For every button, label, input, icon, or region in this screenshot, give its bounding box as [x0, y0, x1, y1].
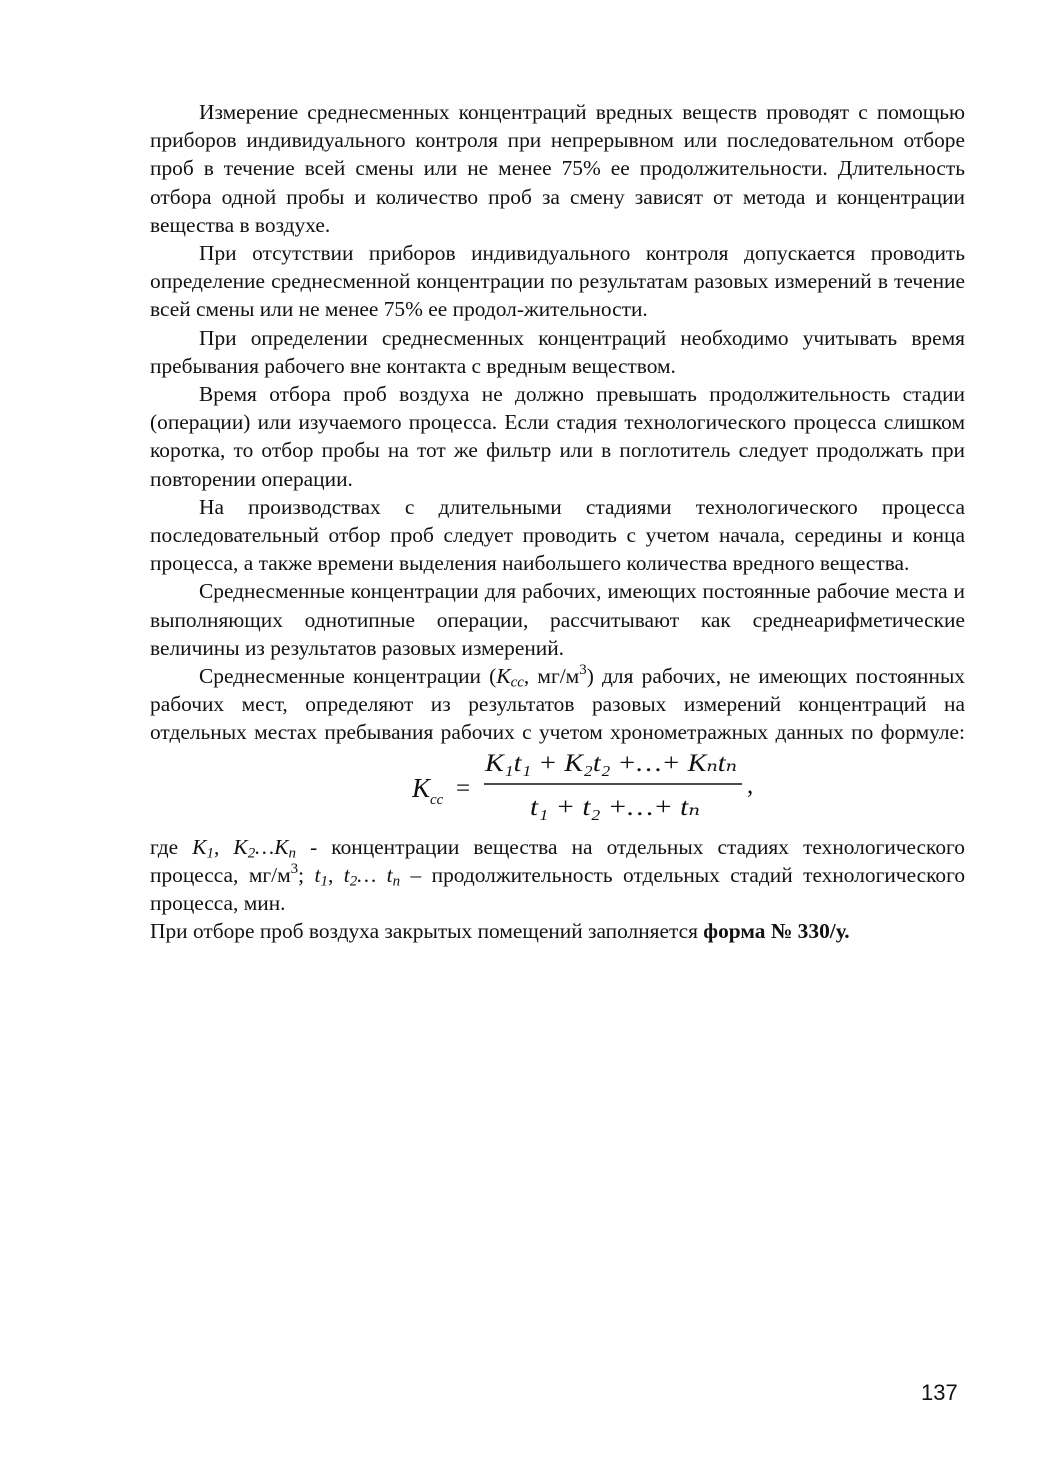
formula — [150, 747, 965, 833]
formula-denominator: t₁ + t₂ +…+ tₙ — [530, 793, 700, 821]
symbol-k2: K — [233, 834, 248, 859]
symbol-k1: K — [192, 834, 207, 859]
text-fragment: ) для рабочих, не имеющих постоянных рабочих мест, определяют из результатов разовых измерений концентраций на отдельных местах пребывания рабочих с учетом хронометражных данных по формуле: — [150, 664, 966, 745]
paragraph-permanent-workplaces: Среднесменные концентрации для рабочих, имеющих постоянные рабочие места и выполняющих однотипные операции, рассчитывают как среднеарифметические величины из результатов разовых измерений. — [150, 579, 965, 660]
paragraph-non-permanent-workplaces — [150, 662, 965, 747]
text-fragment: Среднесменные концентрации ( — [199, 664, 497, 689]
formula-graphic — [412, 747, 772, 833]
form-number: форма № 330/у. — [703, 919, 850, 944]
cube-exponent: 3 — [579, 662, 587, 679]
symbol-k2-subscript: 2 — [247, 845, 256, 862]
symbol-t2: t — [343, 862, 350, 887]
formula-lhs-symbol: K — [412, 772, 431, 803]
formula-equals-sign: = — [456, 774, 471, 802]
paragraph-where-clause — [150, 833, 965, 918]
symbol-kn: K — [274, 834, 289, 859]
text-fragment: где — [150, 834, 193, 859]
text-fragment: , — [327, 862, 344, 887]
text-fragment: - концентрации вещества на отдельных стадиях технологического процесса, мг/м — [150, 834, 965, 887]
paragraph-no-individual-devices: При отсутствии приборов индивидуального контроля допускается проводить определение среднесменной концентрации по результатам разовых измерений в течение всей смены или не менее 75% ее продол-жительности. — [150, 241, 965, 322]
formula-lhs-subscript: cc — [430, 791, 444, 808]
text-fragment: , мг/м — [523, 664, 580, 689]
text-fragment: , — [213, 834, 234, 859]
ellipsis: … — [357, 862, 387, 887]
symbol-tn: t — [386, 862, 393, 887]
ellipsis: … — [255, 834, 275, 859]
symbol-tn-subscript: n — [392, 873, 401, 890]
paragraph-sampling-time: Время отбора проб воздуха не должно превышать продолжительность стадии (операции) или изучаемого процесса. Если стадия технологического процесса слишком коротка, то отбор пробы на тот же фильтр или в поглотитель следует продолжать при повторении операции. — [150, 382, 965, 491]
paragraph-time-outside-contact: При определении среднесменных концентраций необходимо учитывать время пребывания рабочего вне контакта с вредным веществом. — [150, 325, 965, 378]
formula-trailing-comma: , — [747, 771, 754, 799]
symbol-kn-subscript: n — [288, 845, 296, 862]
paragraph-long-stages: На производствах с длительными стадиями технологического процесса последовательный отбор проб следует проводить с учетом начала, середины и конца процесса, а также времени выделения наибольшего количества вредного вещества. — [150, 494, 965, 576]
formula-numerator: K₁t₁ + K₂t₂ +…+ Kₙtₙ — [483, 749, 737, 777]
symbol-k1-subscript: 1 — [206, 845, 214, 862]
page-body — [150, 98, 965, 945]
symbol-t1: t — [314, 862, 321, 887]
symbol-k: K — [496, 664, 511, 689]
text-fragment: – продолжительность отдельных стадий технологического процесса, мин. — [150, 862, 966, 916]
paragraph-measurement-method: Измерение среднесменных концентраций вредных веществ проводят с помощью приборов индивидуального контроля при непрерывном или последовательном отборе проб в течение всей смены или не менее 75% ее продолжительности. Длительность отбора одной пробы и количество проб за смену зависят от метода и концентрации вещества в воздухе. — [150, 100, 965, 237]
symbol-cc-subscript: cc — [510, 674, 524, 691]
symbol-t1-subscript: 1 — [320, 873, 328, 890]
text-fragment: При отборе проб воздуха закрытых помещений заполняется — [150, 919, 704, 944]
symbol-t2-subscript: 2 — [349, 873, 358, 890]
paragraph-form-reference — [150, 917, 965, 945]
text-fragment: ; — [298, 862, 315, 887]
cube-exponent: 3 — [290, 860, 299, 877]
page-number: 137 — [921, 1380, 958, 1405]
